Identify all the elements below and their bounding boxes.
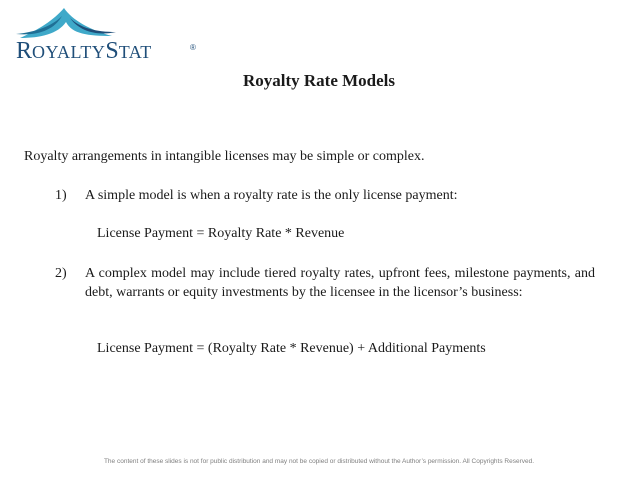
slide-title: Royalty Rate Models (242, 71, 396, 90)
formula-complex: License Payment = (Royalty Rate * Revenue) + Additional Payments (97, 341, 486, 356)
list-item-number: 2) (55, 266, 67, 281)
formula-simple: License Payment = Royalty Rate * Revenue (97, 226, 345, 241)
royaltystat-logo (10, 6, 200, 62)
registered-mark: ® (190, 43, 196, 52)
copyright-footer: The content of these slides is not for public distribution and may not be copied or distributed without the Author’s permission. All Copyrights Reserved. (103, 458, 535, 465)
list-item-text: A simple model is when a royalty rate is the only license payment: (85, 188, 458, 203)
logo-wordmark: ROYALTYSTAT (16, 38, 152, 64)
list-item-number: 1) (55, 188, 67, 203)
list-item (55, 186, 595, 205)
list-item-text: A complex model may include tiered royalty rates, upfront fees, milestone payments, and debt, warrants or equity investments by the licensee in the licensor’s business: (85, 266, 595, 300)
list-item (55, 264, 595, 302)
intro-text: Royalty arrangements in intangible licenses may be simple or complex. (24, 149, 425, 164)
